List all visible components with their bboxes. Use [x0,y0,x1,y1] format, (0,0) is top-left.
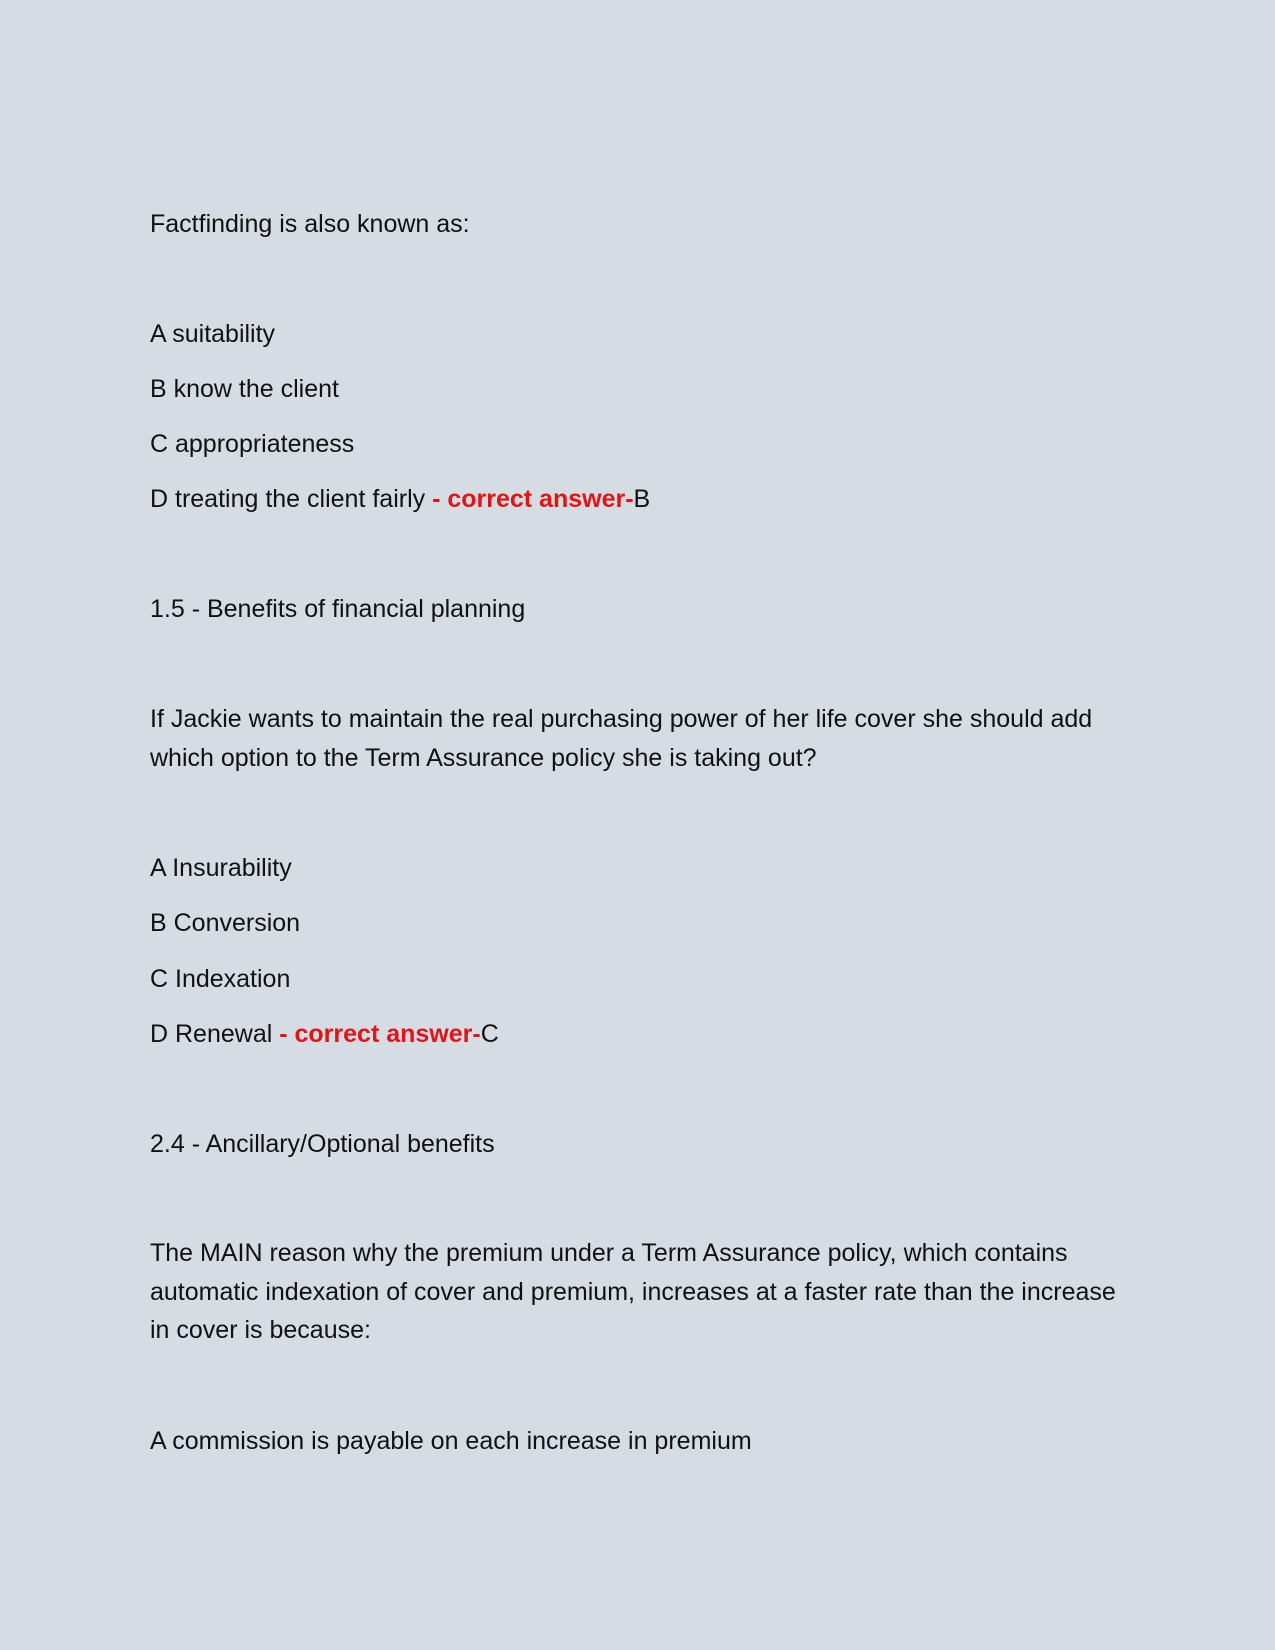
question-1-option-a: A suitability [150,320,276,348]
question-1-text: Factfinding is also known as: [150,210,470,238]
correct-answer-marker: - correct answer- [279,1020,481,1048]
question-1-option-d: D treating the client fairly [150,485,433,513]
question-1-option-c: C appropriateness [150,430,355,458]
question-2-option-d: D Renewal [150,1020,280,1048]
question-2-option-a: A Insurability [150,854,292,882]
question-3-text: The MAIN reason why the premium under a Term Assurance policy, which contains automatic indexation of cover and premium, increases at a faster rate than the increase in cover is because: [150,1239,1116,1344]
question-2-option-b: B Conversion [150,909,301,937]
topic-heading-2: 2.4 - Ancillary/Optional benefits [150,1130,495,1158]
question-1-option-d-line [150,480,650,518]
topic-heading-1: 1.5 - Benefits of financial planning [150,595,526,623]
question-1-option-b: B know the client [150,375,339,403]
question-3-option-a: A commission is payable on each increase in premium [150,1427,752,1455]
question-2-text: If Jackie wants to maintain the real purchasing power of her life cover she should add which option to the Term Assurance policy she is taking out? [150,705,1093,772]
question-2-answer: C [480,1020,499,1048]
question-2-option-d-line [150,1015,499,1053]
document-page [150,0,1130,1650]
correct-answer-marker: - correct answer- [432,485,634,513]
question-2-option-c: C Indexation [150,965,291,993]
question-1-answer: B [633,485,651,513]
